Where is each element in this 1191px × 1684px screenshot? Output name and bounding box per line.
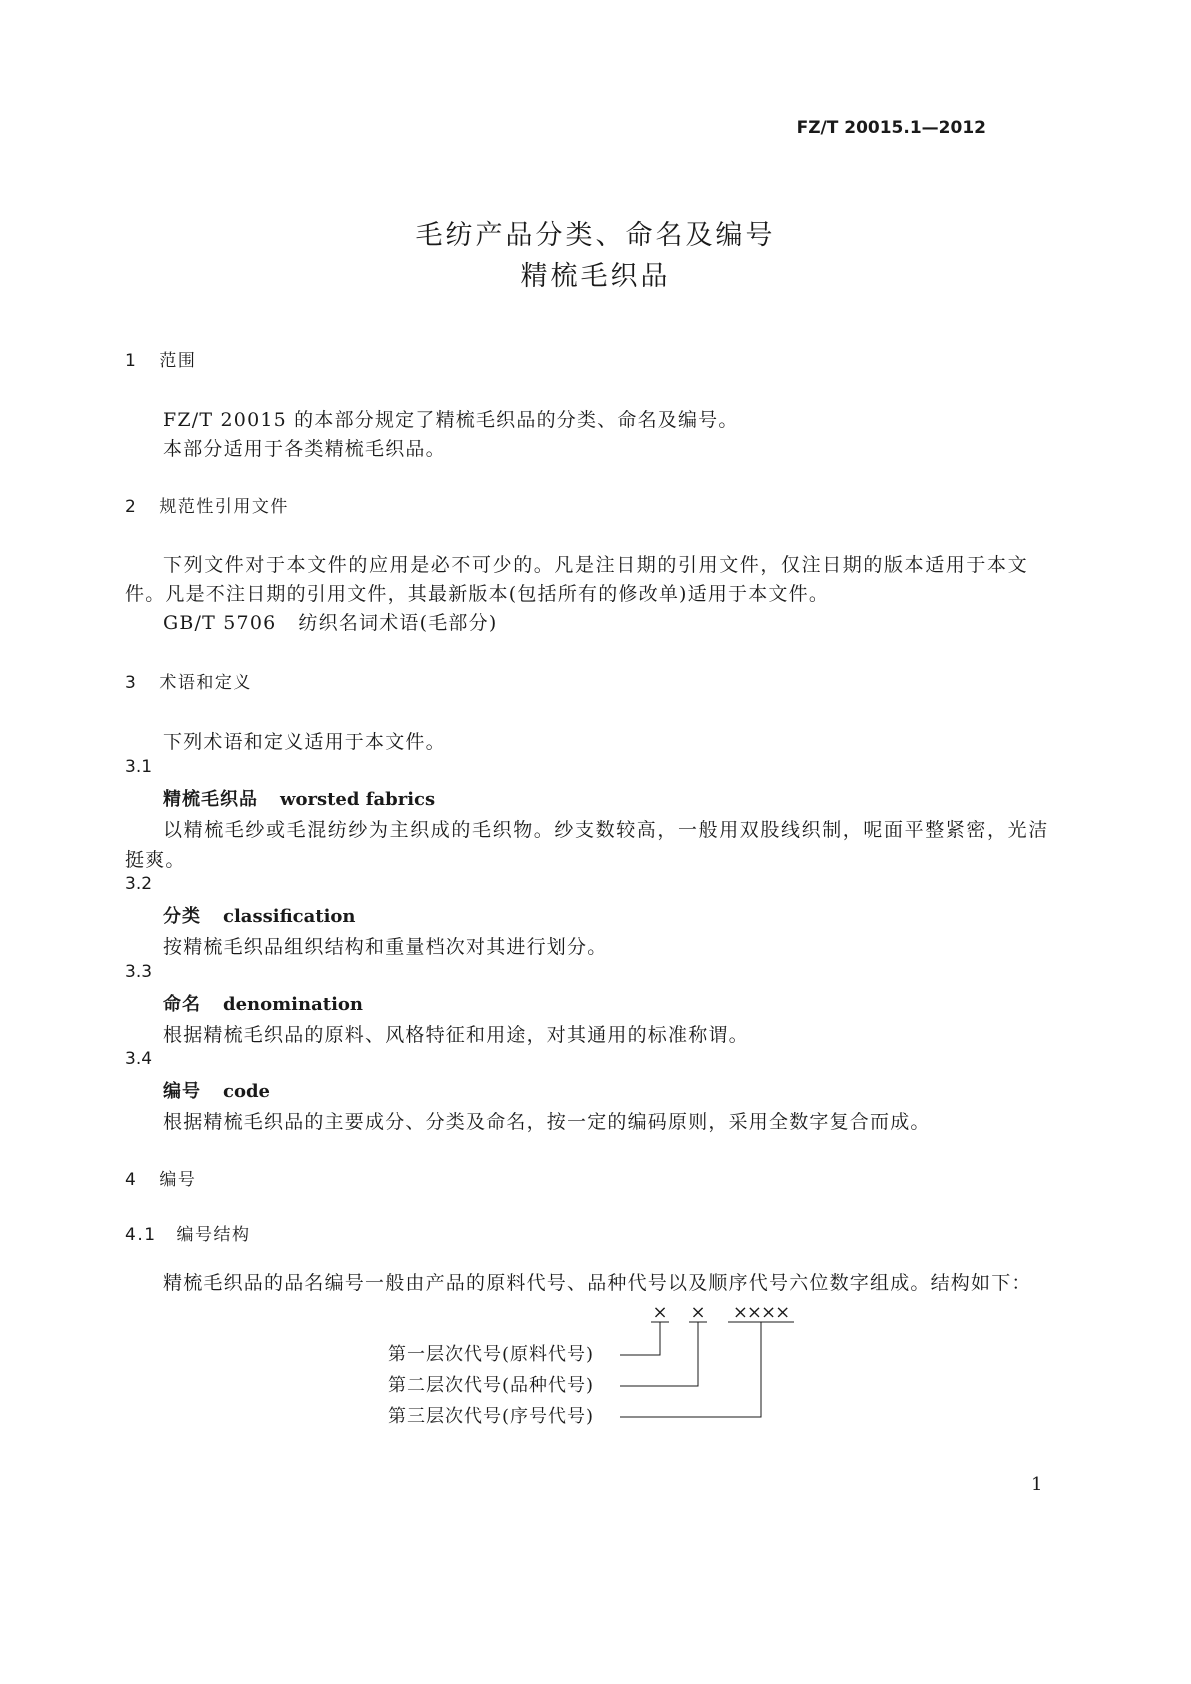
term-en: denomination: [223, 994, 364, 1015]
term-definition: 挺爽。: [125, 849, 186, 871]
level-2-label: 第二层次代号(品种代号): [388, 1375, 595, 1396]
term-cn: 分类: [163, 906, 201, 927]
code-digit-2: ×: [690, 1302, 706, 1323]
term-number: 3.4: [125, 1049, 153, 1069]
page-number: 1: [1031, 1474, 1043, 1495]
term-en: code: [223, 1081, 271, 1102]
level-1-label: 第一层次代号(原料代号): [388, 1344, 595, 1365]
section-title: 规范性引用文件: [159, 497, 289, 517]
connector-level-2: [620, 1322, 698, 1386]
term-number: 3.1: [125, 757, 153, 777]
term-en: worsted fabrics: [280, 789, 436, 810]
reference-title: 纺织名词术语(毛部分): [298, 612, 498, 634]
term-definition: 以精梳毛纱或毛混纺纱为主织成的毛织物。纱支数较高，一般用双股线织制，呢面平整紧密，光洁: [163, 819, 1049, 841]
term-en: classification: [223, 906, 356, 927]
section-3-intro: 下列术语和定义适用于本文件。: [163, 731, 446, 753]
subsection-number: 4.1: [125, 1225, 157, 1245]
section-number: 1: [125, 351, 138, 371]
section-1-paragraph: FZ/T 20015 的本部分规定了精梳毛织品的分类、命名及编号。: [163, 409, 739, 431]
code-digits-3: ××××: [732, 1302, 790, 1323]
connector-level-3: [620, 1322, 761, 1417]
subsection-title: 编号结构: [176, 1225, 251, 1245]
connector-level-1: [620, 1322, 660, 1355]
page-title: 毛纺产品分类、命名及编号: [415, 220, 776, 251]
code-digit-1: ×: [652, 1302, 668, 1323]
section-title: 术语和定义: [159, 673, 252, 693]
term-number: 3.2: [125, 874, 153, 894]
document-code-text: FZ/T 20015.1—2012: [796, 118, 986, 138]
section-number: 4: [125, 1170, 138, 1190]
term-definition: 按精梳毛织品组织结构和重量档次对其进行划分。: [163, 936, 608, 958]
reference-code: GB/T 5706: [163, 612, 277, 634]
level-3-label: 第三层次代号(序号代号): [388, 1406, 595, 1427]
section-title: 范围: [159, 351, 197, 371]
term-cn: 编号: [163, 1081, 201, 1102]
term-cn: 精梳毛织品: [163, 789, 258, 810]
term-definition: 根据精梳毛织品的主要成分、分类及命名，按一定的编码原则，采用全数字复合而成。: [163, 1111, 931, 1133]
section-number: 3: [125, 673, 138, 693]
section-title: 编号: [159, 1170, 197, 1190]
page-subtitle: 精梳毛织品: [520, 261, 671, 292]
section-2-paragraph: 件。凡是不注日期的引用文件，其最新版本(包括所有的修改单)适用于本文件。: [125, 583, 830, 605]
term-number: 3.3: [125, 962, 153, 982]
section-4-paragraph: 精梳毛织品的品名编号一般由产品的原料代号、品种代号以及顺序代号六位数字组成。结构如下：: [163, 1272, 1032, 1294]
term-cn: 命名: [163, 994, 201, 1015]
section-2-paragraph: 下列文件对于本文件的应用是必不可少的。凡是注日期的引用文件，仅注日期的版本适用于本文: [163, 554, 1029, 576]
term-definition: 根据精梳毛织品的原料、风格特征和用途，对其通用的标准称谓。: [163, 1024, 749, 1046]
section-1-paragraph: 本部分适用于各类精梳毛织品。: [163, 438, 446, 460]
section-number: 2: [125, 497, 138, 517]
